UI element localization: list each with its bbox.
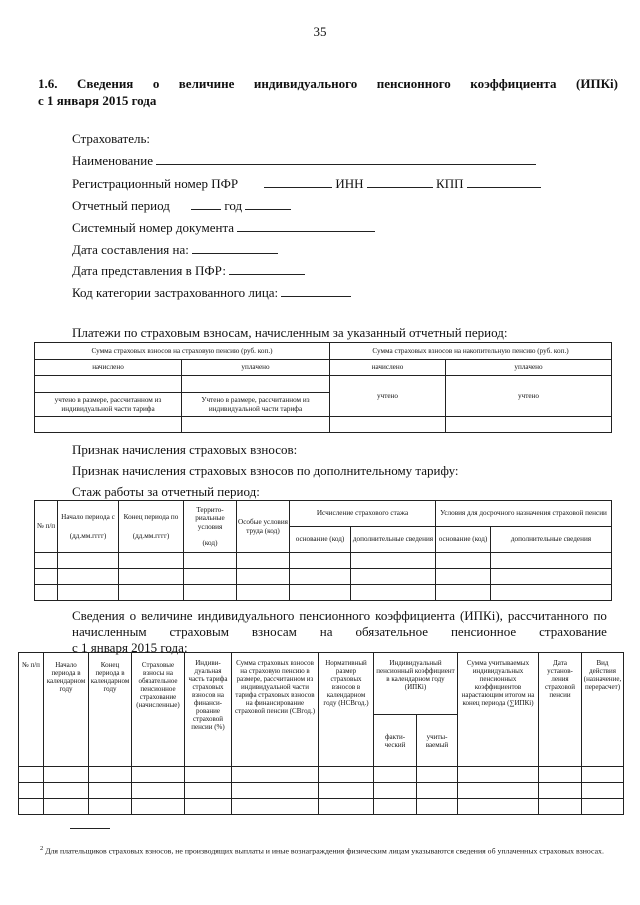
ipk-col-no: № п/п — [19, 653, 44, 767]
year-label: год — [224, 198, 243, 213]
col-start — [58, 501, 119, 553]
ipk-col-norm: Нормативный размер страховых взносов в календарном году (НСВгод.) — [319, 653, 374, 767]
col-special: Особые условия труда (код) — [237, 501, 290, 553]
col-basis-1: основание (код) — [290, 527, 351, 553]
table-row — [19, 783, 624, 799]
footnote-mark: 2 — [40, 845, 44, 852]
table-cell[interactable] — [330, 417, 446, 433]
category-row — [72, 285, 351, 301]
period-row — [72, 198, 291, 214]
ipk-para-word: Сведения — [72, 608, 125, 623]
heading-word: индивидуального — [253, 76, 358, 91]
ipk-para-word: (ИПКi), — [459, 608, 503, 623]
kpp-label: КПП — [436, 176, 464, 191]
experience-table — [34, 500, 612, 601]
ipk-para-word: взносам — [251, 624, 297, 639]
insurer-label: Страхователь: — [72, 131, 150, 146]
heading-number: 1.6. — [38, 76, 58, 91]
category-label: Код категории застрахованного лица: — [72, 285, 279, 300]
ipk-col-rate: Индиви-дуальная часть тарифа страховых взносов на финанси-рование страховой пенсии (%) — [185, 653, 232, 767]
ipk-col-date: Дата установ-ления страховой пенсии — [539, 653, 582, 767]
ipk-para-word: рассчитанного — [507, 608, 589, 623]
payments-title: Платежи по страховым взносам, начисленным за указанный отчетный период: — [72, 325, 508, 340]
payments-table — [34, 342, 612, 433]
ipk-table — [18, 652, 624, 815]
paid-header: уплачено — [182, 360, 330, 376]
heading-word: (ИПКi) — [576, 76, 618, 91]
category-field[interactable] — [281, 285, 351, 297]
heading-line2: с 1 января 2015 года — [38, 93, 157, 108]
date-submit-row — [72, 263, 305, 279]
table-cell[interactable] — [35, 376, 182, 393]
accounted-rate-header-2: Учтено в размере, рассчитанном из индивидуальной части тарифа — [182, 393, 330, 417]
footnote — [40, 843, 610, 857]
sys-num-row — [72, 220, 375, 236]
ipk-para-word: пенсионного — [299, 608, 371, 623]
table-row — [35, 553, 612, 569]
ipk-para-word: на — [319, 624, 333, 639]
ipk-para-word: пенсионное — [450, 624, 517, 639]
period-label: Отчетный период — [72, 198, 170, 213]
kpp-field[interactable] — [467, 176, 541, 188]
col-add-2: дополнительные сведения — [491, 527, 612, 553]
ipk-para-word: о — [129, 608, 137, 623]
col-end-label: Конец периода по — [123, 513, 179, 521]
ipk-para-word: индивидуального — [197, 608, 295, 623]
name-label: Наименование — [72, 153, 153, 168]
col-territorial-label: Террито-риальные условия — [195, 505, 225, 531]
heading-word: Сведения — [76, 76, 134, 91]
charged-header: начислено — [35, 360, 182, 376]
col-end-format: (дд.мм.гггг) — [132, 531, 170, 540]
col-territorial-code: (код) — [202, 539, 218, 547]
table-row — [19, 799, 624, 815]
heading-word: пенсионного — [376, 76, 451, 91]
date-comp-field[interactable] — [192, 242, 278, 254]
col-end — [119, 501, 184, 553]
sys-num-label: Системный номер документа — [72, 220, 235, 235]
footnote-divider — [70, 828, 110, 829]
table-cell[interactable] — [446, 417, 612, 433]
period-field[interactable] — [191, 198, 221, 210]
col-start-format: (дд.мм.гггг) — [69, 531, 107, 540]
ipk-col-sum-ins: Сумма страховых взносов на страховую пенсию в размере, рассчитанном из индивидуальной части тарифа страховых взносов на финансирование страховой пенсии (СВгод.) — [232, 653, 319, 767]
date-comp-row — [72, 242, 278, 258]
ipk-col-counted: учиты-ваемый — [417, 715, 458, 767]
inn-field[interactable] — [367, 176, 433, 188]
col-early: Условия для досрочного назначения страховой пенсии — [436, 501, 612, 527]
ipk-col-end: Конец периода в календарном году — [89, 653, 132, 767]
section-heading — [38, 75, 618, 109]
ipk-col-actual: факти-ческий — [374, 715, 417, 767]
accounted-header-2: учтено — [446, 376, 612, 417]
ipk-line3: с 1 января 2015 года: — [72, 640, 188, 655]
ipk-para-word: по — [593, 608, 607, 623]
table-row — [35, 585, 612, 601]
table-row — [19, 767, 624, 783]
name-field[interactable] — [72, 153, 536, 169]
paid-header-2: уплачено — [446, 360, 612, 376]
sign-charge-label: Признак начисления страховых взносов: — [72, 442, 298, 457]
accounted-header: учтено — [330, 376, 446, 417]
insurance-pension-header: Сумма страховых взносов на страховую пенсию (руб. коп.) — [35, 343, 330, 360]
registration-row — [72, 176, 541, 192]
year-field[interactable] — [245, 198, 291, 210]
ipk-col-ipk: Индивидуальный пенсионный коэффициент в календарном году (ИПКi) — [374, 653, 458, 715]
ipk-col-action: Вид действия (назначение, перерасчет) — [582, 653, 624, 767]
date-comp-label: Дата составления на: — [72, 242, 189, 257]
col-start-label: Начало периода с — [61, 513, 115, 521]
col-basis-2: основание (код) — [436, 527, 491, 553]
sign-additional-label: Признак начисления страховых взносов по дополнительному тарифу: — [72, 463, 459, 478]
experience-title: Стаж работы за отчетный период: — [72, 484, 260, 499]
reg-num-field[interactable] — [264, 176, 332, 188]
heading-word: коэффициента — [470, 76, 557, 91]
ipk-paragraph — [72, 608, 607, 656]
ipk-para-word: начисленным — [72, 624, 147, 639]
funded-pension-header: Сумма страховых взносов на накопительную пенсию (руб. коп.) — [330, 343, 612, 360]
table-cell[interactable] — [35, 417, 182, 433]
ipk-col-sum-ipk: Сумма учитываемых индивидуальных пенсионных коэффициентов нарастающим итогом на конец периода (∑ИПКi) — [458, 653, 539, 767]
ipk-para-word: страховым — [169, 624, 229, 639]
footnote-text: Для плательщиков страховых взносов, не производящих выплаты и иные вознаграждения физическим лицам указываются сведения об уплаченных страховых взносах. — [45, 846, 604, 856]
table-row — [35, 569, 612, 585]
col-calc: Исчисление страхового стажа — [290, 501, 436, 527]
table-cell[interactable] — [182, 417, 330, 433]
heading-word: величине — [178, 76, 235, 91]
ipk-para-word: обязательное — [355, 624, 429, 639]
col-territorial — [184, 501, 237, 553]
ipk-para-word: коэффициента — [375, 608, 455, 623]
date-submit-label: Дата представления в ПФР: — [72, 263, 226, 278]
ipk-col-start: Начало периода в календарном году — [44, 653, 89, 767]
charged-header-2: начислено — [330, 360, 446, 376]
date-submit-field[interactable] — [229, 263, 305, 275]
accounted-rate-header: учтено в размере, рассчитанном из индивидуальной части тарифа — [35, 393, 182, 417]
sys-num-field[interactable] — [237, 220, 375, 232]
col-no: № п/п — [35, 501, 58, 553]
col-add-1: дополнительные сведения — [351, 527, 436, 553]
ipk-col-charged: Страховые взносы на обязательное пенсионное страхование (начисленные) — [132, 653, 185, 767]
reg-num-label: Регистрационный номер ПФР — [72, 176, 239, 191]
heading-word: о — [152, 76, 160, 91]
ipk-para-word: страхование — [539, 624, 607, 639]
inn-label: ИНН — [335, 176, 364, 191]
page-number: 35 — [313, 24, 327, 39]
ipk-para-word: величине — [141, 608, 193, 623]
table-cell[interactable] — [182, 376, 330, 393]
